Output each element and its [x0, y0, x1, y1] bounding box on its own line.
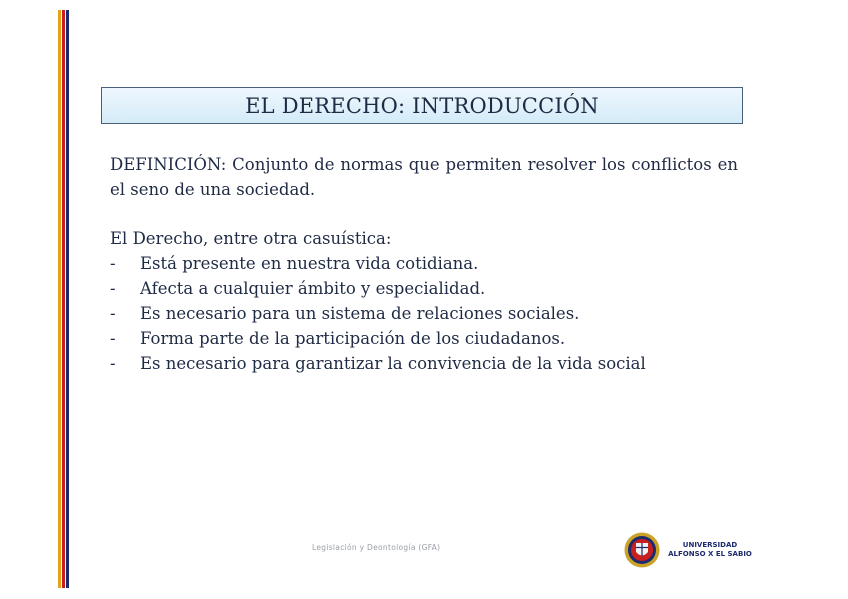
slide-title: EL DERECHO: INTRODUCCIÓN [245, 93, 599, 118]
slide-title-box [101, 87, 743, 124]
list-item-text: Afecta a cualquier ámbito y especialidad. [140, 279, 486, 298]
decorative-stripe-navy [66, 10, 69, 588]
university-name-line1: UNIVERSIDAD [682, 541, 738, 549]
slide-content [110, 152, 738, 376]
list-item-text: Es necesario para garantizar la convivencia de la vida social [140, 354, 646, 373]
list-item-text: Es necesario para un sistema de relaciones sociales. [140, 304, 580, 323]
footer-course-name: Legislación y Deontología (GFA) [312, 543, 441, 552]
university-name [668, 541, 752, 558]
list-item [110, 326, 738, 351]
list-item [110, 251, 738, 276]
bullet-dash: - [110, 329, 116, 348]
decorative-stripe-red [62, 10, 65, 588]
intro-text: El Derecho, entre otra casuística: [110, 229, 392, 248]
list-item [110, 276, 738, 301]
university-seal-logo [624, 532, 660, 568]
bullet-dash: - [110, 354, 116, 373]
decorative-stripe-gold [58, 10, 61, 588]
list-item [110, 301, 738, 326]
bullet-dash: - [110, 279, 116, 298]
university-name-line2: ALFONSO X EL SABIO [668, 549, 752, 558]
list-item-text: Forma parte de la participación de los ciudadanos. [140, 329, 566, 348]
bullet-dash: - [110, 304, 116, 323]
bullet-dash: - [110, 254, 116, 273]
bullet-list [110, 251, 738, 376]
list-item [110, 351, 738, 376]
list-item-text: Está presente en nuestra vida cotidiana. [140, 254, 479, 273]
definition-paragraph: DEFINICIÓN: Conjunto de normas que permiten resolver los conflictos en el seno de una sociedad. [110, 155, 738, 199]
